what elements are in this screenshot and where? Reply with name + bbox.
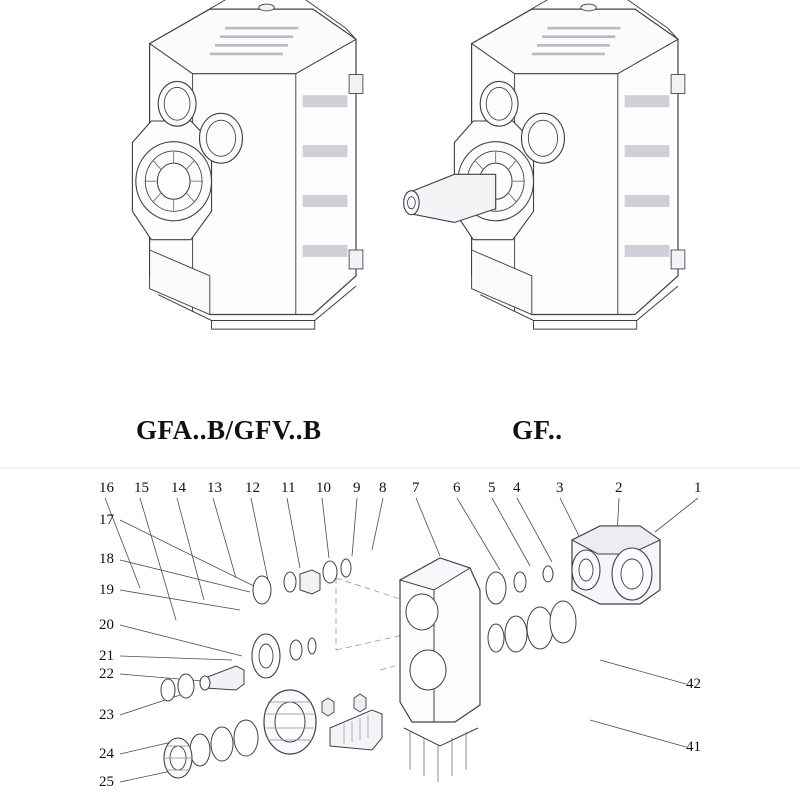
leader-lines-right	[590, 660, 686, 747]
part-label-20: 20	[99, 617, 114, 633]
part-label-9: 9	[353, 480, 361, 496]
part-label-15: 15	[134, 480, 149, 496]
part-label-6: 6	[453, 480, 461, 496]
part-label-41: 41	[686, 739, 701, 755]
exploded-view	[0, 470, 800, 800]
part-label-21: 21	[99, 648, 114, 664]
part-label-2: 2	[615, 480, 623, 496]
part-label-17: 17	[99, 512, 114, 528]
part-label-7: 7	[412, 480, 420, 496]
part-label-42: 42	[686, 676, 701, 692]
part-label-10: 10	[316, 480, 331, 496]
part-label-14: 14	[171, 480, 186, 496]
part-label-22: 22	[99, 666, 114, 682]
part-label-12: 12	[245, 480, 260, 496]
caption-right-model: GF..	[512, 415, 563, 445]
exploded-view-svg	[0, 470, 800, 800]
part-label-16: 16	[99, 480, 114, 496]
part-label-13: 13	[207, 480, 222, 496]
part-label-3: 3	[556, 480, 564, 496]
part-label-8: 8	[379, 480, 387, 496]
part-label-19: 19	[99, 582, 114, 598]
part-label-23: 23	[99, 707, 114, 723]
gearbox-right-drawing	[404, 0, 685, 329]
part-label-25: 25	[99, 774, 114, 790]
parts-group	[161, 526, 660, 782]
part-label-18: 18	[99, 551, 114, 567]
part-label-1: 1	[694, 480, 702, 496]
part-label-24: 24	[99, 746, 114, 762]
part-label-11: 11	[281, 480, 296, 496]
part-label-4: 4	[513, 480, 521, 496]
part-label-5: 5	[488, 480, 496, 496]
gearbox-left-drawing	[132, 0, 362, 329]
caption-left-model: GFA..B/GFV..B	[136, 415, 322, 445]
